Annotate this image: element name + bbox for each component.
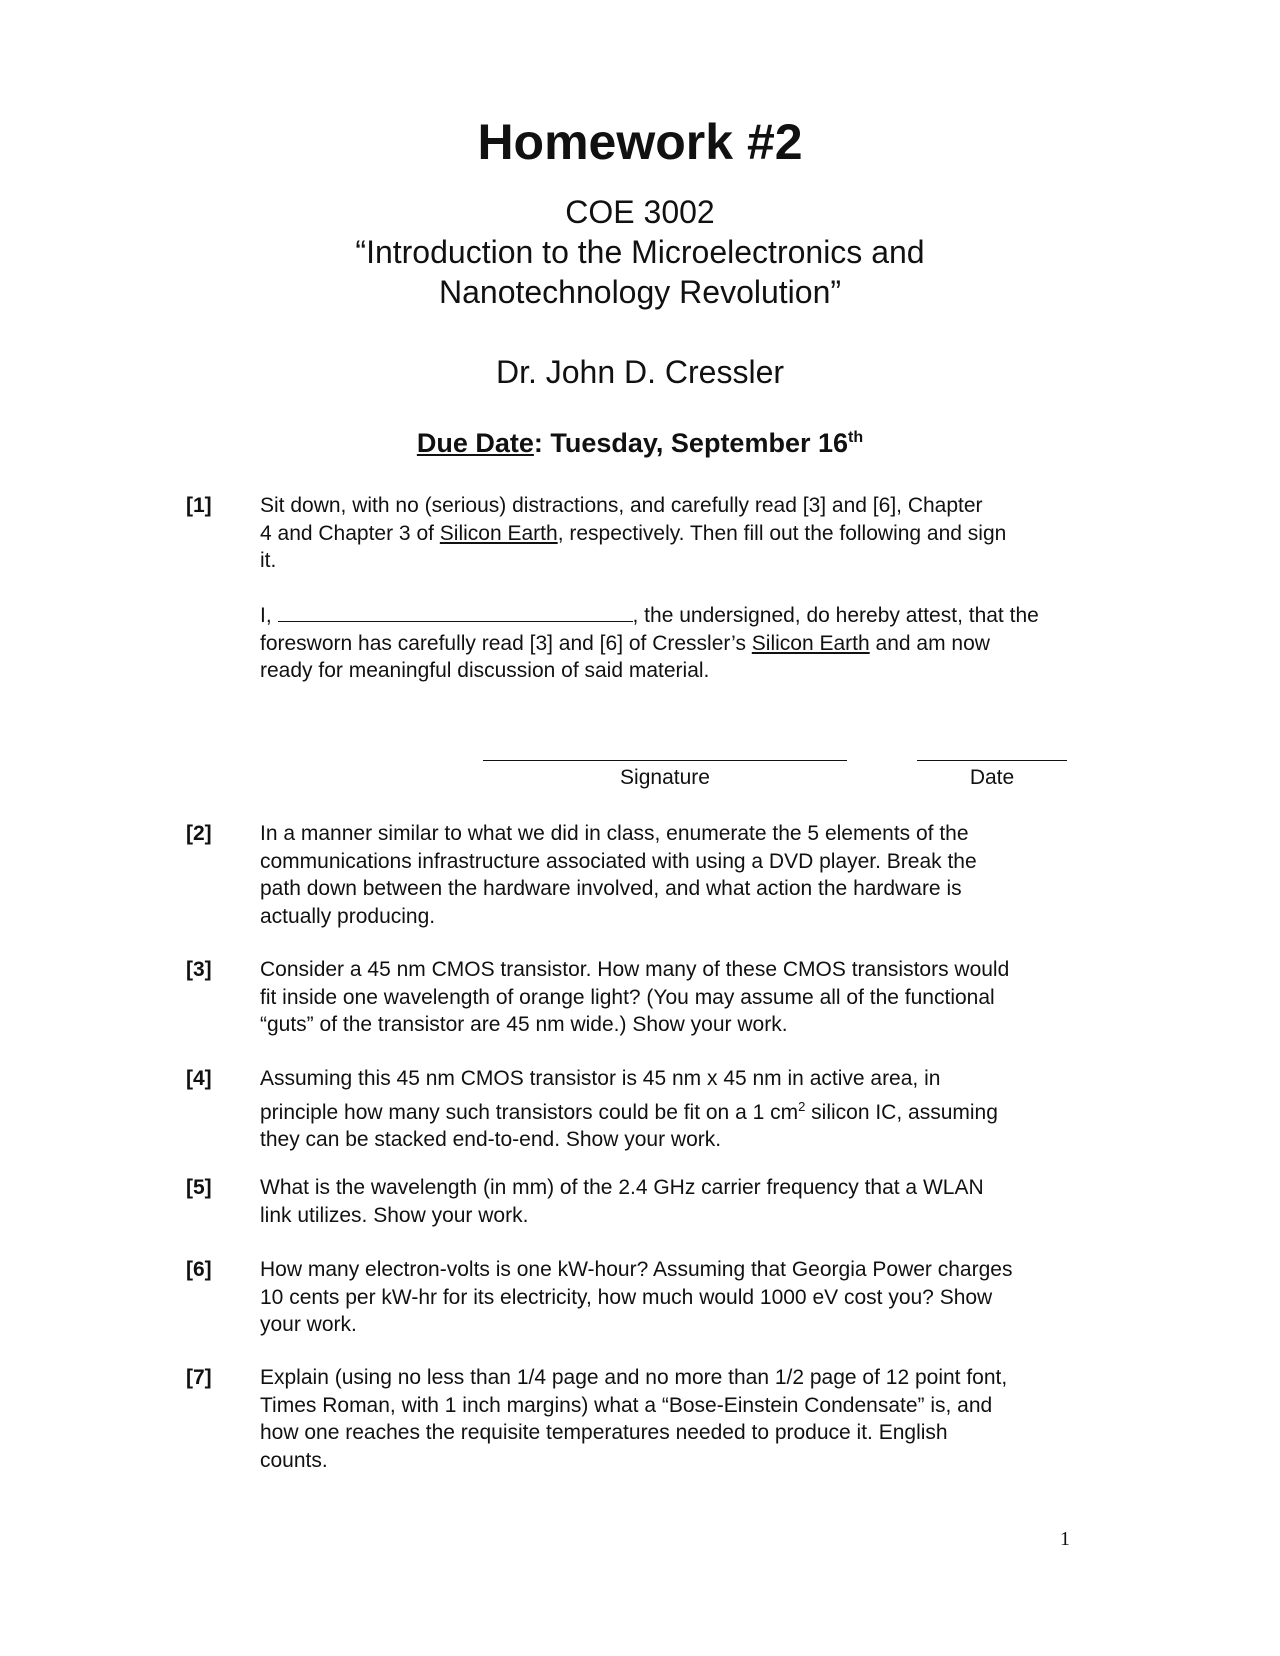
- question-text: [260, 492, 1078, 575]
- question-text: [260, 1065, 1078, 1154]
- text-line: In a manner similar to what we did in class, enumerate the 5 elements of the: [260, 822, 969, 845]
- text-line: your work.: [260, 1313, 357, 1336]
- text-line: [260, 630, 1078, 658]
- text-fragment: , the undersigned, do hereby attest, that the: [632, 604, 1039, 627]
- attestation-text: [260, 601, 1078, 685]
- text-line: What is the wavelength (in mm) of the 2.4 GHz carrier frequency that a WLAN: [260, 1176, 984, 1199]
- question-text: [260, 820, 1078, 930]
- text-fragment: principle how many such transistors could be fit on a 1 cm: [260, 1100, 799, 1124]
- page-title: Homework #2: [477, 114, 803, 170]
- text-line: path down between the hardware involved, and what action the hardware is: [260, 877, 962, 900]
- text-line: Consider a 45 nm CMOS transistor. How many of these CMOS transistors would: [260, 958, 1010, 981]
- due-date-suffix: th: [848, 429, 864, 446]
- page-number: 1: [1060, 1528, 1070, 1550]
- text-fragment: silicon IC, assuming: [805, 1100, 998, 1124]
- text-line: Sit down, with no (serious) distractions, and carefully read [3] and [6], Chapter: [260, 494, 983, 517]
- question-text: [260, 1364, 1078, 1474]
- text-line: 10 cents per kW-hr for its electricity, how much would 1000 eV cost you? Show: [260, 1285, 993, 1309]
- instructor-name: Dr. John D. Cressler: [495, 354, 785, 390]
- date-line[interactable]: [917, 760, 1067, 761]
- question-text: [260, 1174, 1078, 1229]
- signature-line[interactable]: [483, 760, 847, 761]
- text-fragment: , respectively. Then fill out the following and sign: [557, 521, 1007, 545]
- question-number: [2]: [186, 822, 212, 845]
- text-line: counts.: [260, 1448, 328, 1472]
- text-line: [260, 520, 1078, 548]
- text-line: Explain (using no less than 1/4 page and no more than 1/2 page of 12 point font,: [260, 1366, 1008, 1389]
- course-header: [0, 192, 1280, 312]
- signature-label: Signature: [620, 766, 710, 789]
- due-date-label: Due Date: [416, 428, 534, 458]
- text-fragment: I,: [260, 604, 278, 627]
- text-line: How many electron-volts is one kW-hour? Assuming that Georgia Power charges: [260, 1258, 1013, 1281]
- name-blank[interactable]: [278, 601, 633, 622]
- course-title-line-2: Nanotechnology Revolution”: [438, 274, 842, 310]
- superscript: 2: [798, 1098, 806, 1114]
- book-title: Silicon Earth: [751, 631, 870, 655]
- course-title-line-1: “Introduction to the Microelectronics and: [355, 234, 925, 270]
- question-text: [260, 1256, 1078, 1339]
- text-line: link utilizes. Show your work.: [260, 1203, 529, 1227]
- question-number: [1]: [186, 494, 212, 517]
- text-fragment: and am now: [869, 631, 990, 655]
- text-line: how one reaches the requisite temperatures needed to produce it. English: [260, 1421, 948, 1444]
- due-date: [0, 420, 1280, 461]
- text-line: actually producing.: [260, 904, 436, 928]
- course-code: COE 3002: [565, 194, 715, 230]
- question-number: [7]: [186, 1366, 212, 1389]
- due-date-value: : Tuesday, September 16: [533, 428, 849, 458]
- date-label: Date: [969, 766, 1015, 789]
- question-number: [3]: [186, 958, 212, 981]
- text-line: fit inside one wavelength of orange light? (You may assume all of the functional: [260, 985, 995, 1009]
- text-line: communications infrastructure associated with using a DVD player. Break the: [260, 849, 977, 873]
- question-number: [4]: [186, 1067, 212, 1090]
- text-line: [260, 601, 1078, 630]
- text-fragment: foresworn has carefully read [3] and [6] of Cressler’s: [260, 631, 752, 655]
- text-fragment: 4 and Chapter 3 of: [260, 521, 440, 545]
- text-line: “guts” of the transistor are 45 nm wide.) Show your work.: [260, 1013, 788, 1036]
- text-line: [260, 1093, 1078, 1127]
- text-line: it.: [260, 549, 277, 572]
- question-number: [5]: [186, 1176, 212, 1199]
- text-line: they can be stacked end-to-end. Show your work.: [260, 1128, 722, 1151]
- text-line: Times Roman, with 1 inch margins) what a “Bose-Einstein Condensate” is, and: [260, 1393, 993, 1417]
- question-number: [6]: [186, 1258, 212, 1281]
- question-text: [260, 956, 1078, 1039]
- text-line: ready for meaningful discussion of said material.: [260, 659, 710, 682]
- book-title: Silicon Earth: [439, 521, 558, 545]
- text-line: Assuming this 45 nm CMOS transistor is 45 nm x 45 nm in active area, in: [260, 1067, 941, 1090]
